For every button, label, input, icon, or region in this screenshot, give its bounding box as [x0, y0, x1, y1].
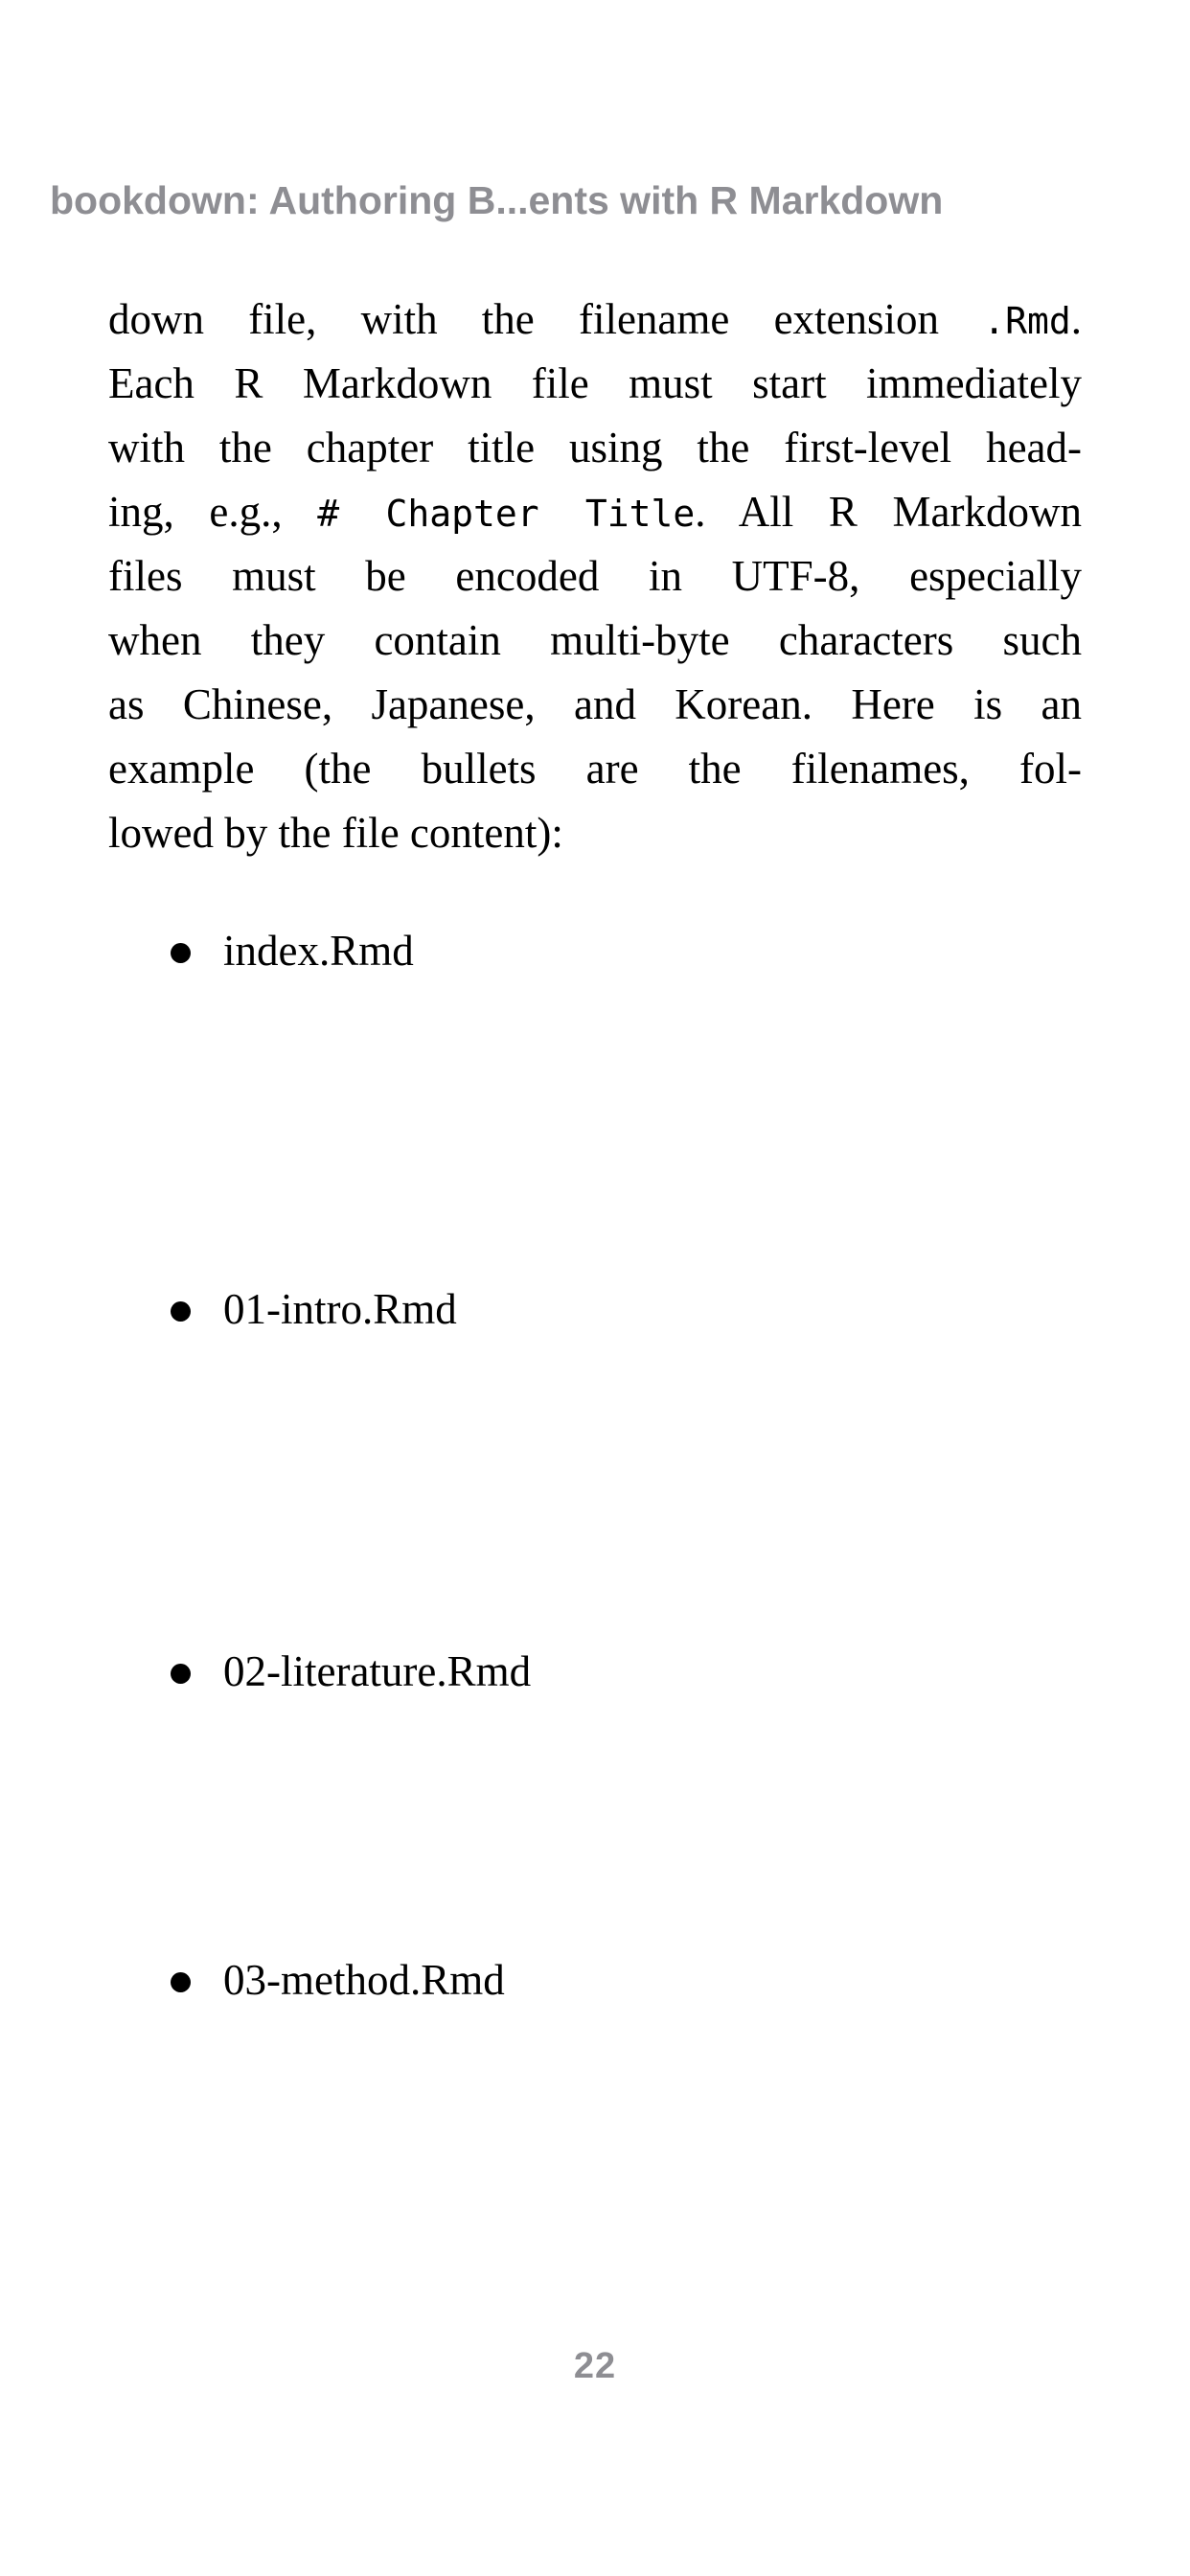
- paragraph-line: [108, 352, 1082, 416]
- paragraph-line: [108, 609, 1082, 673]
- text-run: . All R Markdown: [695, 488, 1082, 536]
- text-run: files must be encoded in UTF-8, especially: [108, 552, 1082, 600]
- text-run: down file, with the filename extension: [108, 295, 984, 343]
- filename-label: 02-literature.Rmd: [223, 1647, 532, 1695]
- text-run: ing, e.g.,: [108, 488, 318, 536]
- text-run: when they contain multi-byte characters such: [108, 616, 1082, 664]
- paragraph-line: [108, 801, 1082, 865]
- paragraph-line: [108, 480, 1082, 544]
- paragraph-line: [108, 288, 1082, 352]
- text-run: example (the bullets are the filenames, fol-: [108, 745, 1082, 793]
- text-run: as Chinese, Japanese, and Korean. Here is an: [108, 680, 1082, 728]
- bullet-icon: [171, 1301, 191, 1322]
- book-title-header: bookdown: Authoring B...ents with R Markdown: [50, 178, 944, 222]
- text-run: lowed by the file content):: [108, 809, 563, 857]
- page-number: 22: [573, 2346, 617, 2386]
- text-run: with the chapter title using the first-level head-: [108, 424, 1082, 472]
- filename-label: 01-intro.Rmd: [223, 1285, 457, 1333]
- bullet-icon: [171, 1664, 191, 1684]
- code-span: # Chapter Title: [317, 493, 696, 535]
- text-run: .: [1070, 295, 1082, 343]
- paragraph-line: [108, 544, 1082, 609]
- filename-label: 03-method.Rmd: [223, 1956, 505, 2004]
- paragraph-line: [108, 673, 1082, 737]
- code-span: .Rmd: [983, 300, 1071, 342]
- text-run: Each R Markdown file must start immediately: [108, 359, 1082, 407]
- paragraph-line: [108, 416, 1082, 480]
- body-paragraph: [108, 288, 1082, 865]
- bullet-icon: [171, 1972, 191, 1992]
- filename-label: index.Rmd: [223, 927, 414, 975]
- bullet-icon: [171, 943, 191, 963]
- paragraph-line: [108, 737, 1082, 801]
